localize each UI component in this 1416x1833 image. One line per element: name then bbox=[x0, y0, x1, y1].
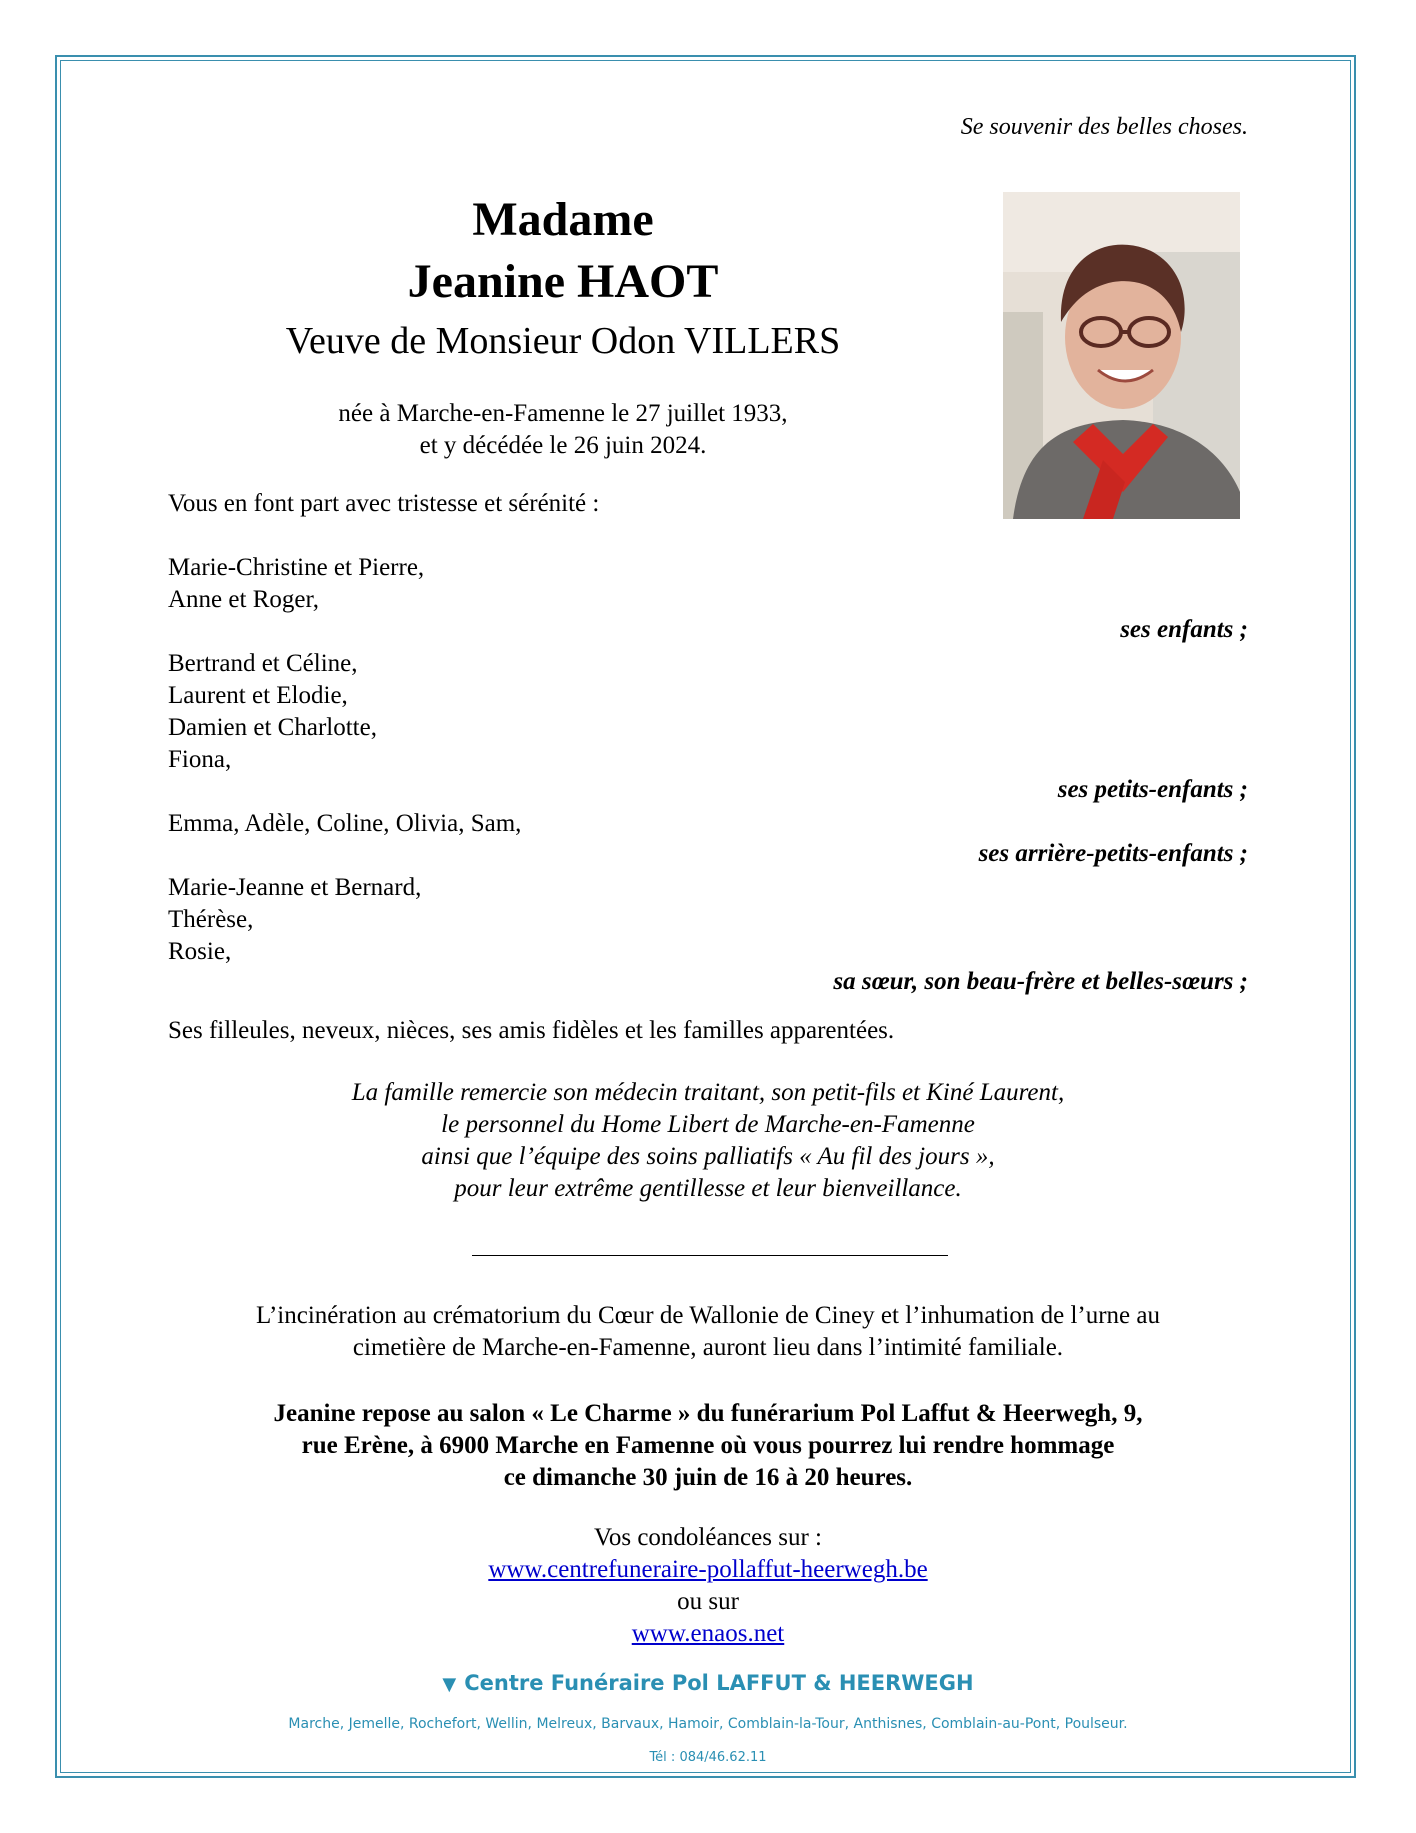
other-relatives: Ses filleules, neveux, nièces, ses amis fidèles et les familles apparentées. bbox=[168, 1017, 895, 1044]
spouse-line: Veuve de Monsieur Odon VILLERS bbox=[285, 320, 841, 362]
thanks-paragraph bbox=[168, 1077, 1248, 1205]
role-children: ses enfants ; bbox=[1120, 616, 1248, 643]
family-name-line: Damien et Charlotte, bbox=[168, 714, 377, 741]
role-great-grandchildren: ses arrière-petits-enfants ; bbox=[978, 840, 1248, 867]
family-name-line: Marie-Christine et Pierre, bbox=[168, 554, 425, 581]
birth-line: née à Marche-en-Famenne le 27 juillet 1933, bbox=[338, 400, 788, 427]
funeral-home-locations: Marche, Jemelle, Rochefort, Wellin, Melreux, Barvaux, Hamoir, Comblain-la-Tour, Anthisnes, Comblain-au-Pont, Poulseur. bbox=[288, 1716, 1128, 1732]
ceremony-paragraph bbox=[168, 1300, 1248, 1364]
family-name-line: Laurent et Elodie, bbox=[168, 682, 348, 709]
condolences-block bbox=[168, 1522, 1248, 1650]
viewing-line: rue Erène, à 6900 Marche en Famenne où vous pourrez lui rendre hommage bbox=[301, 1432, 1115, 1459]
deceased-name: Jeanine HAOT bbox=[407, 255, 719, 308]
family-name-line: Bertrand et Céline, bbox=[168, 650, 358, 677]
death-line: et y décédée le 26 juin 2024. bbox=[419, 432, 707, 459]
family-grandchildren-names bbox=[168, 648, 377, 776]
birth-death-dates bbox=[168, 398, 958, 462]
family-great-grandchildren-names bbox=[168, 808, 521, 840]
role-grandchildren: ses petits-enfants ; bbox=[1057, 776, 1248, 803]
portrait-photo bbox=[1003, 192, 1240, 519]
family-siblings-names bbox=[168, 872, 421, 968]
family-name-line: Emma, Adèle, Coline, Olivia, Sam, bbox=[168, 810, 522, 837]
condolences-label: Vos condoléances sur : bbox=[594, 1524, 822, 1551]
condolences-link-funeral-center[interactable]: www.centrefuneraire-pollaffut-heerwegh.be bbox=[488, 1556, 928, 1583]
funeral-home-name bbox=[168, 1671, 1248, 1695]
thanks-line: pour leur extrême gentillesse et leur bienveillance. bbox=[454, 1175, 962, 1202]
ceremony-line: L’incinération au crématorium du Cœur de Wallonie de Ciney et l’inhumation de l’urne au bbox=[256, 1302, 1160, 1329]
role-siblings: sa sœur, son beau-frère et belles-sœurs ; bbox=[833, 968, 1248, 995]
family-name-line: Anne et Roger, bbox=[168, 586, 320, 613]
announcement-intro: Vous en font part avec tristesse et sérénité : bbox=[168, 490, 600, 517]
family-name-line: Marie-Jeanne et Bernard, bbox=[168, 874, 422, 901]
thanks-line: ainsi que l’équipe des soins palliatifs « Au fil des jours », bbox=[421, 1143, 995, 1170]
honorific: Madame bbox=[472, 193, 654, 246]
family-name-line: Thérèse, bbox=[168, 906, 254, 933]
motto: Se souvenir des belles choses. bbox=[960, 114, 1248, 140]
condolences-link-enaos[interactable]: www.enaos.net bbox=[631, 1620, 785, 1647]
family-name-line: Rosie, bbox=[168, 938, 232, 965]
condolences-or: ou sur bbox=[677, 1588, 739, 1615]
family-children-names bbox=[168, 552, 424, 616]
funeral-home-label: Centre Funéraire Pol LAFFUT & HEERWEGH bbox=[464, 1671, 974, 1695]
family-name-line: Fiona, bbox=[168, 746, 232, 773]
viewing-line: Jeanine repose au salon « Le Charme » du funérarium Pol Laffut & Heerwegh, 9, bbox=[273, 1400, 1143, 1427]
triangle-down-icon: ▼ bbox=[442, 1674, 457, 1695]
viewing-paragraph bbox=[168, 1398, 1248, 1494]
funeral-home-phone: Tél : 084/46.62.11 bbox=[649, 1750, 767, 1765]
divider-line bbox=[472, 1255, 948, 1256]
thanks-line: le personnel du Home Libert de Marche-en-Famenne bbox=[441, 1111, 975, 1138]
ceremony-line: cimetière de Marche-en-Famenne, auront lieu dans l’intimité familiale. bbox=[352, 1334, 1064, 1361]
thanks-line: La famille remercie son médecin traitant, son petit-fils et Kiné Laurent, bbox=[351, 1079, 1065, 1106]
viewing-line: ce dimanche 30 juin de 16 à 20 heures. bbox=[503, 1464, 913, 1491]
